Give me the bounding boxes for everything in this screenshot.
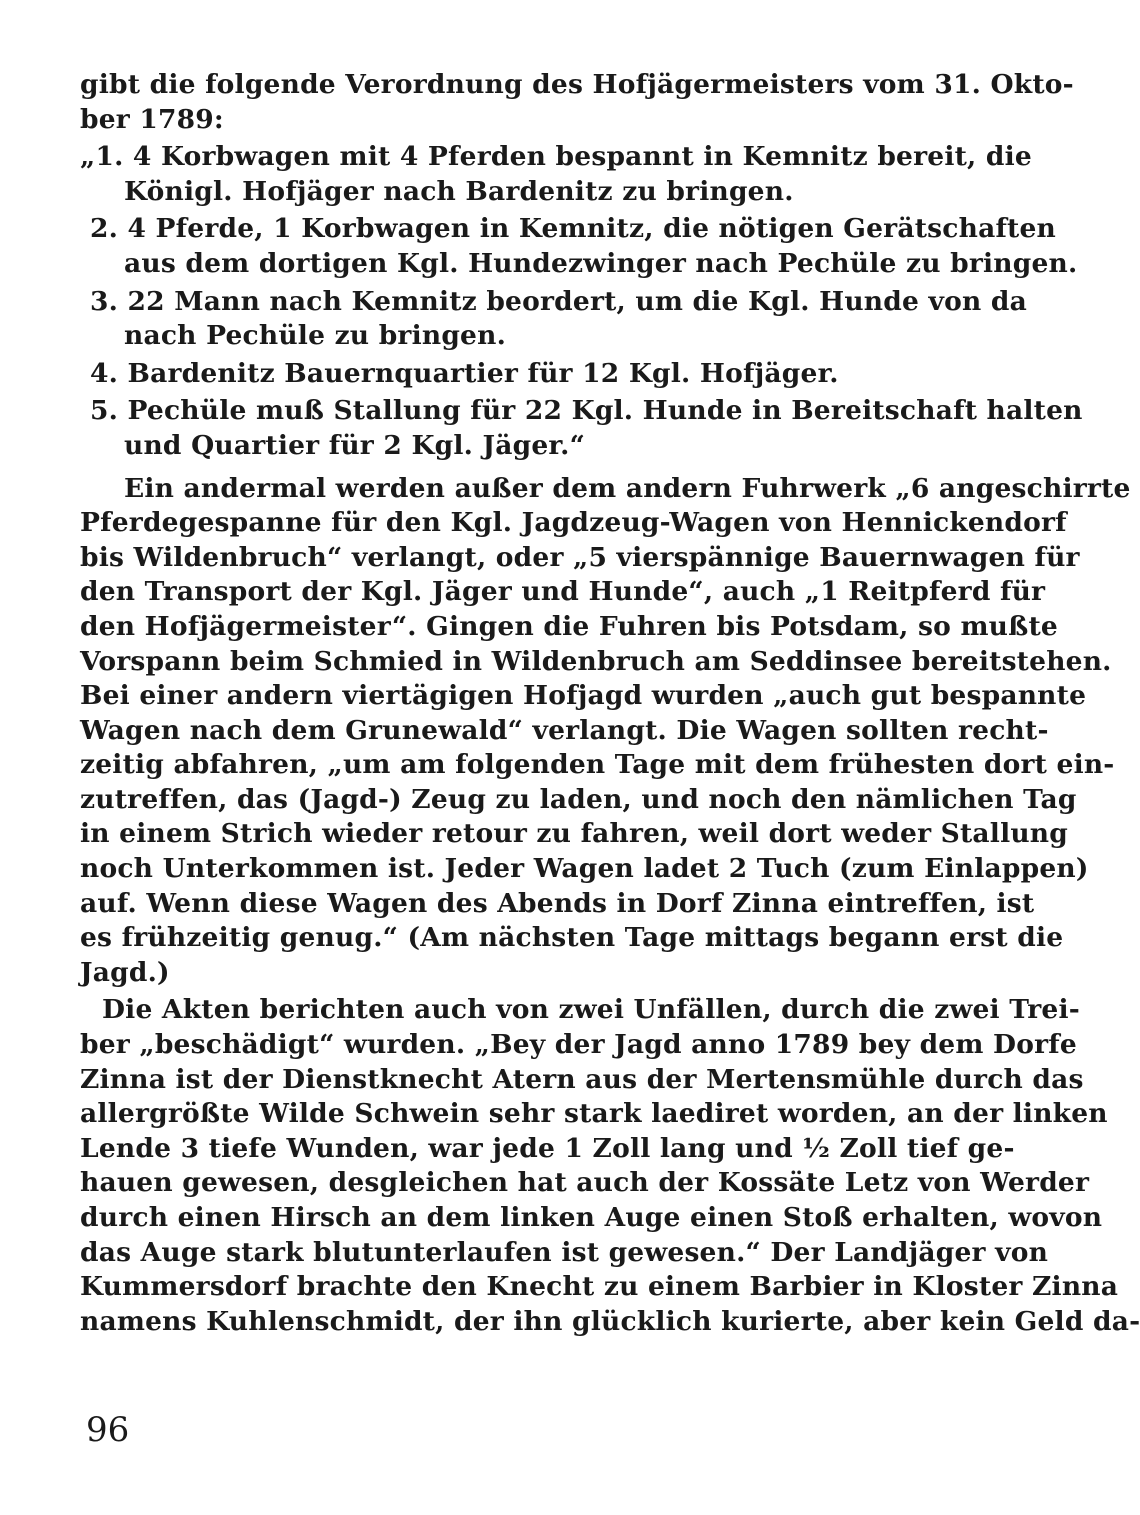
paragraph-start: Die Akten berichten auch von zwei Unfällen, durch die zwei Trei- (102, 994, 1080, 1026)
text-line: das Auge stark blutunterlaufen ist gewesen.“ Der Landjäger von (80, 1236, 1049, 1268)
text-line: den Hofjägermeister“. Gingen die Fuhren bis Potsdam, so mußte (80, 610, 1058, 642)
page-body (80, 68, 1140, 1339)
text-line: noch Unterkommen ist. Jeder Wagen ladet 2 Tuch (zum Einlappen) (80, 853, 1089, 885)
text-line: auf. Wenn diese Wagen des Abends in Dorf Zinna eintreffen, ist (80, 887, 1035, 919)
list-item-2-cont: aus dem dortigen Kgl. Hundezwinger nach Pechüle zu bringen. (124, 247, 1078, 279)
paragraph-start: Ein andermal werden außer dem andern Fuhrwerk „6 angeschirrte (124, 472, 1131, 504)
text-line: namens Kuhlenschmidt, der ihn glücklich kurierte, aber kein Geld da- (80, 1305, 1140, 1337)
text-line: bis Wildenbruch“ verlangt, oder „5 vierspännige Bauernwagen für (80, 541, 1080, 573)
text-line: Wagen nach dem Grunewald“ verlangt. Die Wagen sollten recht- (80, 714, 1049, 746)
text-line: Pferdegespanne für den Kgl. Jagdzeug-Wagen von Hennickendorf (80, 507, 1067, 539)
list-item-1-cont: Königl. Hofjäger nach Bardenitz zu bringen. (124, 175, 794, 207)
text-line: es frühzeitig genug.“ (Am nächsten Tage mittags begann erst die (80, 922, 1064, 954)
text-line: Zinna ist der Dienstknecht Atern aus der Mertensmühle durch das (80, 1063, 1084, 1095)
text-line: durch einen Hirsch an dem linken Auge einen Stoß erhalten, wovon (80, 1202, 1103, 1233)
text-line: hauen gewesen, desgleichen hat auch der Kossäte Letz von Werder (80, 1167, 1090, 1199)
list-item-5: 5. Pechüle muß Stallung für 22 Kgl. Hunde in Bereitschaft halten (90, 395, 1083, 427)
list-item-4: 4. Bardenitz Bauernquartier für 12 Kgl. Hofjäger. (90, 357, 839, 389)
text-line: Vorspann beim Schmied in Wildenbruch am Seddinsee bereitstehen. (80, 645, 1112, 677)
text-line: ber „beschädigt“ wurden. „Bey der Jagd anno 1789 bey dem Dorfe (80, 1029, 1077, 1061)
text-line: Kummersdorf brachte den Knecht zu einem Barbier in Kloster Zinna (80, 1271, 1119, 1303)
text-line: den Transport der Kgl. Jäger und Hunde“, auch „1 Reitpferd für (80, 576, 1046, 608)
text-line: allergrößte Wilde Schwein sehr stark laediret worden, an der linken (80, 1098, 1108, 1130)
text-line: Jagd.) (80, 956, 170, 988)
list-item-2: 2. 4 Pferde, 1 Korbwagen in Kemnitz, die nötigen Gerätschaften (90, 213, 1057, 245)
page-number: 96 (86, 1410, 130, 1450)
list-item-1: „1. 4 Korbwagen mit 4 Pferden bespannt in Kemnitz bereit, die (80, 141, 1032, 173)
text-line: gibt die folgende Verordnung des Hofjägermeisters vom 31. Okto- (80, 69, 1074, 100)
text-line: ber 1789: (80, 103, 224, 135)
text-line: Bei einer andern viertägigen Hofjagd wurden „auch gut bespannte (80, 680, 1087, 712)
list-item-3-cont: nach Pechüle zu bringen. (124, 320, 507, 352)
text-line: zeitig abfahren, „um am folgenden Tage mit dem frühesten dort ein- (80, 749, 1115, 781)
text-line: in einem Strich wieder retour zu fahren, weil dort weder Stallung (80, 818, 1069, 850)
text-line: Lende 3 tiefe Wunden, war jede 1 Zoll lang und ½ Zoll tief ge- (80, 1132, 1015, 1164)
text-line: zutreffen, das (Jagd-) Zeug zu laden, und noch den nämlichen Tag (80, 783, 1077, 815)
list-item-5-cont: und Quartier für 2 Kgl. Jäger.“ (124, 429, 586, 461)
list-item-3: 3. 22 Mann nach Kemnitz beordert, um die Kgl. Hunde von da (90, 285, 1027, 317)
